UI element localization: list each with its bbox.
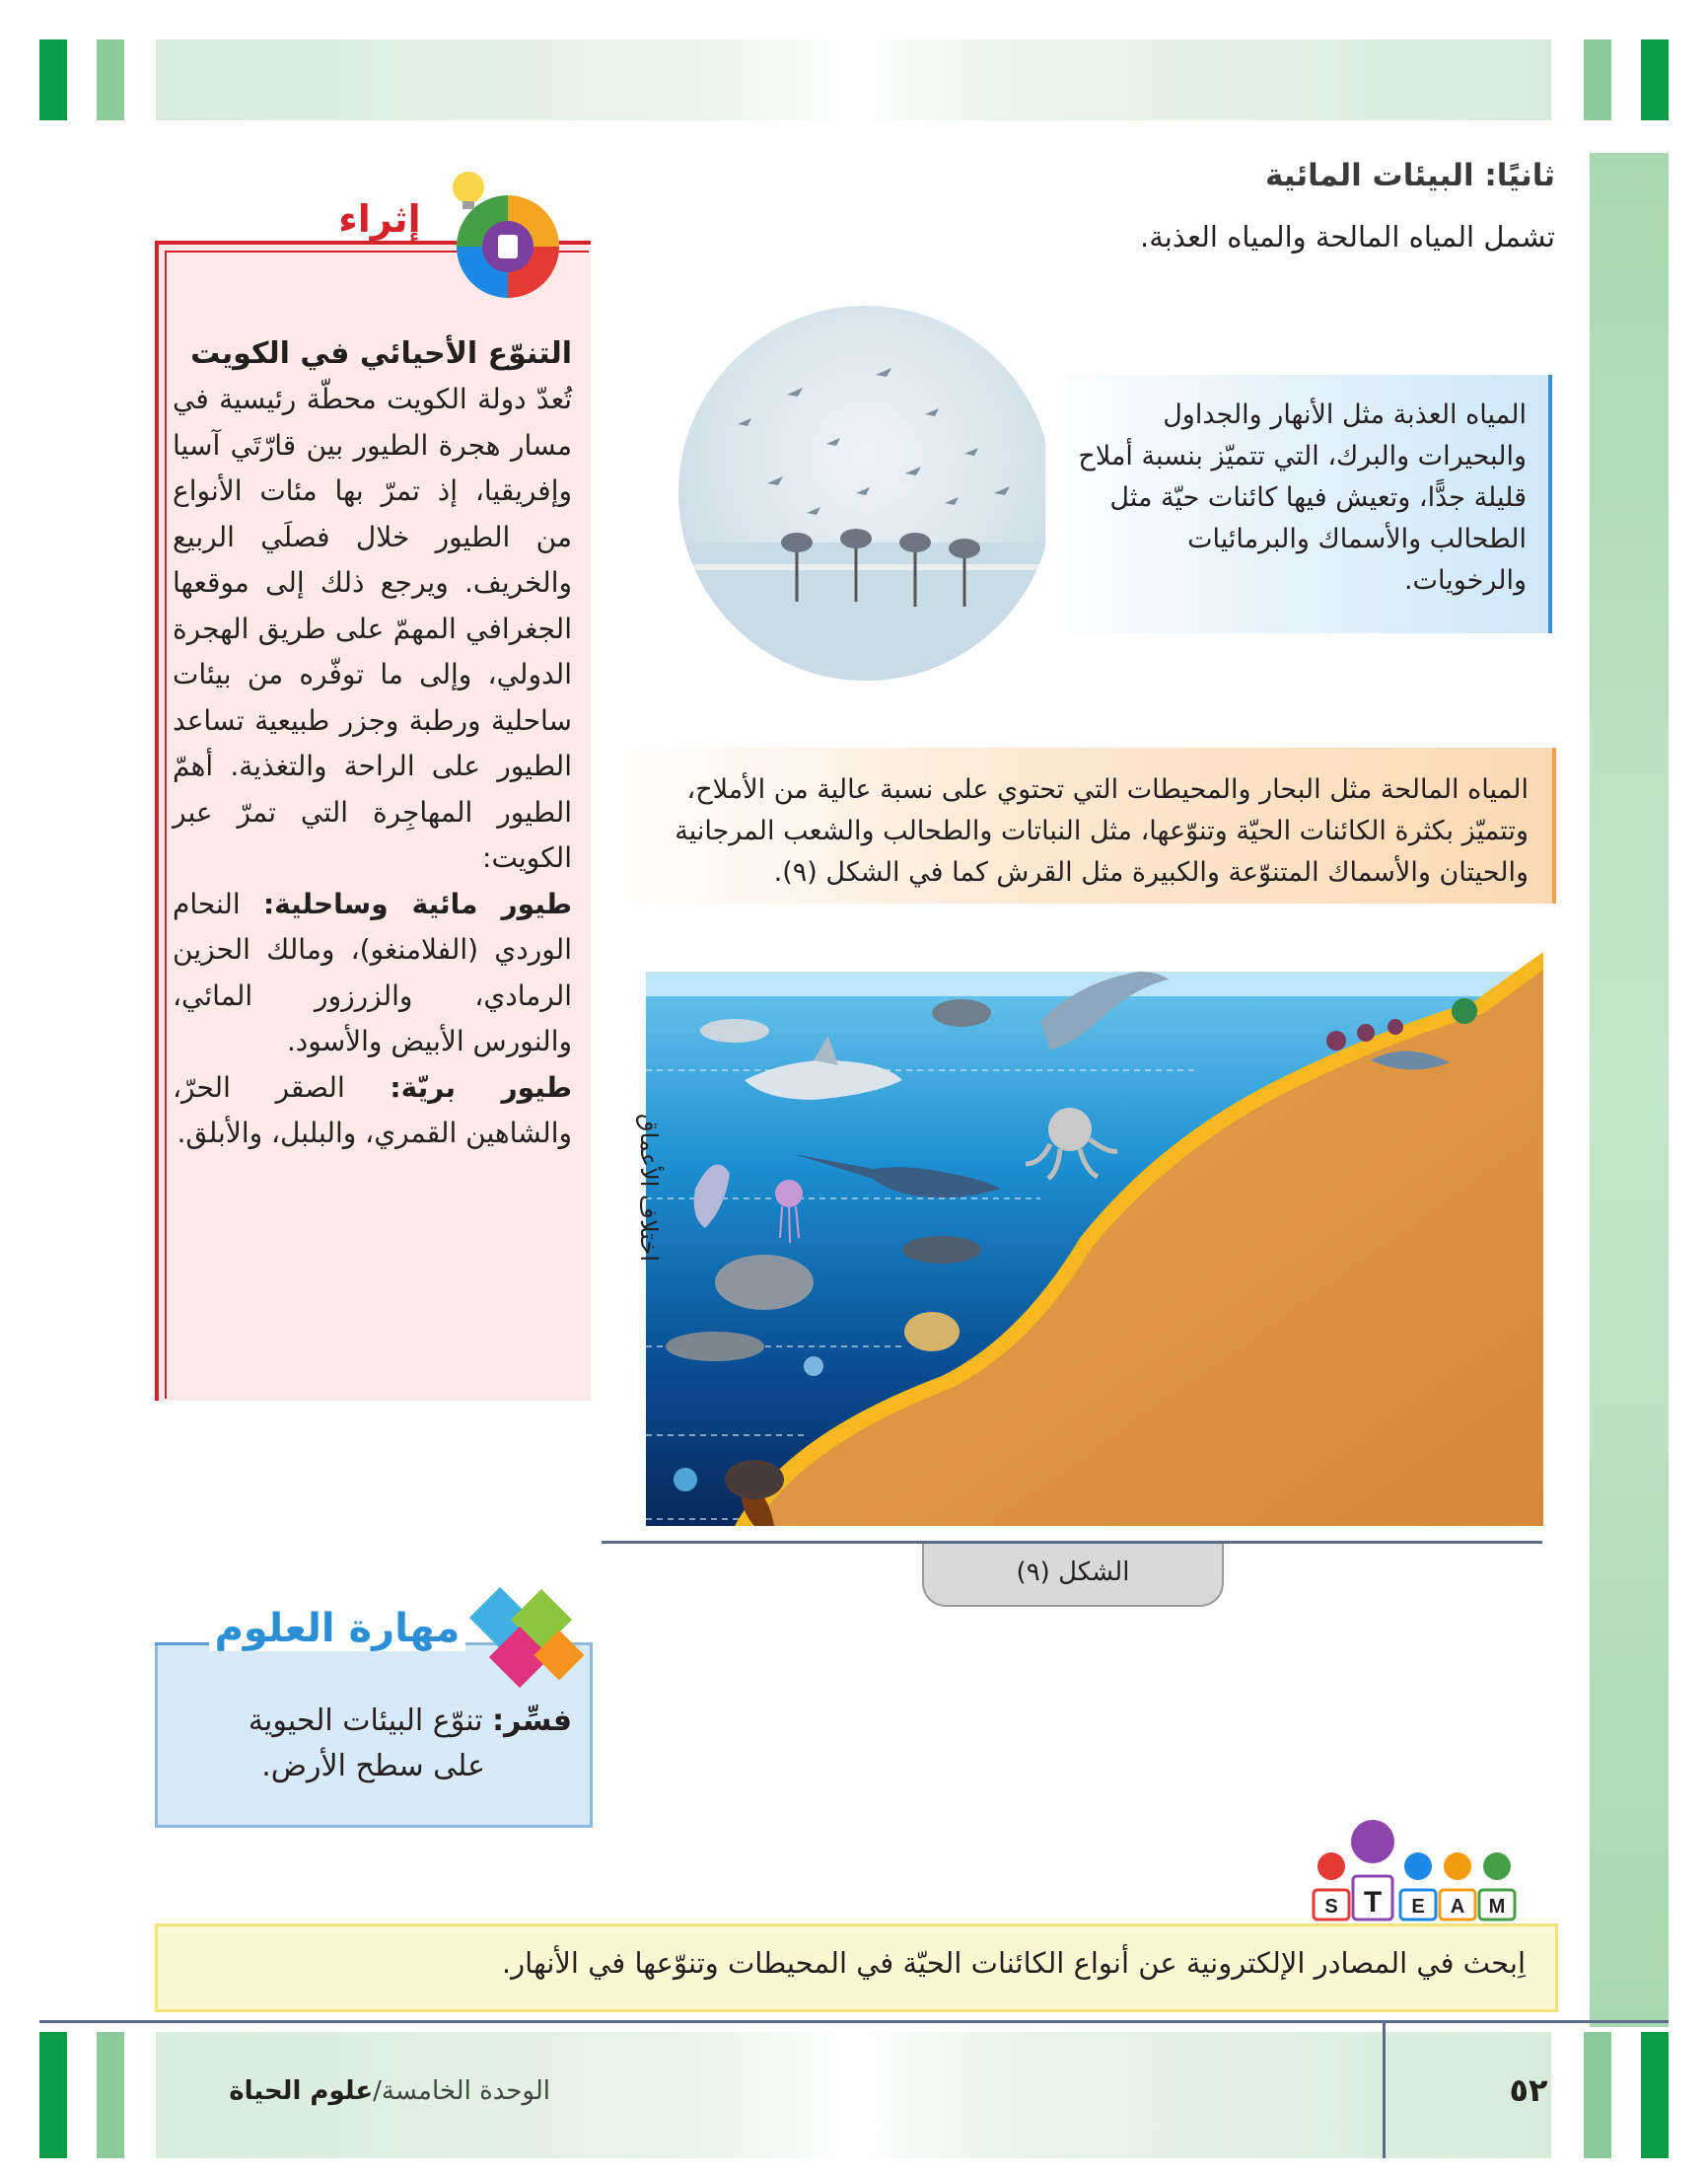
- salt-water-box: [604, 748, 1556, 904]
- enrichment-title: التنوّع الأحيائي في الكويت: [190, 336, 572, 371]
- enrichment-icon: [439, 158, 577, 306]
- water-birds-label: طيور مائية وساحلية:: [262, 887, 572, 920]
- puzzle-icon: [459, 1576, 597, 1695]
- footer-left-bar-light: [97, 2032, 124, 2158]
- science-skill-content: [178, 1699, 572, 1789]
- section-intro: تشمل المياه المالحة والمياه العذبة.: [1140, 220, 1555, 254]
- enrichment-water-birds: [173, 882, 572, 1065]
- skill-line-1-text: تنوّع البيئات الحيوية: [248, 1704, 483, 1738]
- ocean-depth-figure: [646, 942, 1543, 1526]
- steam-letter-s: S: [1324, 1896, 1338, 1918]
- land-birds-label: طيور بريّة:: [390, 1070, 572, 1104]
- depth-axis-label: اختلاف الأعماق: [635, 1113, 663, 1263]
- enrichment-heading: إثراء: [325, 197, 434, 241]
- footer-top-line: [39, 2020, 1669, 2023]
- steam-letter-e: E: [1411, 1896, 1425, 1918]
- footer-subject: علوم الحياة: [229, 2076, 374, 2106]
- steam-letter-t: T: [1363, 1886, 1383, 1919]
- steam-letter-m: M: [1488, 1896, 1506, 1918]
- footer-unit-label: [156, 2076, 550, 2106]
- skill-label: فسِّر:: [492, 1704, 572, 1738]
- header-banner: [156, 39, 1551, 120]
- section-title: ثانيًا: البيئات المائية: [1264, 158, 1555, 193]
- footer-divider: [1383, 2022, 1386, 2158]
- figure-caption-text: الشكل (٩): [1016, 1558, 1130, 1587]
- footer-right-bar-light: [1584, 2032, 1611, 2158]
- fresh-water-box: [1045, 375, 1552, 633]
- science-skill-heading: مهارة العلوم: [209, 1606, 465, 1651]
- header-left-bar-light: [97, 39, 124, 120]
- page-number: ٥٢: [1509, 2071, 1548, 2109]
- skill-line-1: [178, 1699, 572, 1744]
- enrichment-content: [173, 331, 572, 1157]
- footer-right-bar-dark: [1641, 2032, 1669, 2158]
- steam-badge: [1312, 1807, 1519, 1923]
- water-birds-text: النحام الوردي (الفلامنغو)، ومالك الحزين الرمادي، والزرزور المائي، والنورس الأبيض والأسود.: [173, 887, 572, 1057]
- steam-text: اِبحث في المصادر الإلكترونية عن أنواع الكائنات الحيّة في المحيطات وتنوّعها في الأنهار.: [501, 1946, 1526, 1980]
- fresh-water-text: المياه العذبة مثل الأنهار والجداول والبحيرات والبرك، التي تتميّز بنسبة أملاح قليلة جدًّا، وتعيش فيها كائنات حيّة مثل الطحالب والأسماك والبرمائيات والرخويات.: [1078, 399, 1527, 596]
- header-right-bar-light: [1584, 39, 1611, 120]
- header-left-bar-dark: [39, 39, 67, 120]
- side-strip: [1590, 153, 1669, 2027]
- steam-letter-a: A: [1450, 1896, 1465, 1918]
- footer-left-bar-dark: [39, 2032, 67, 2158]
- header-right-bar-dark: [1641, 39, 1669, 120]
- figure-caption: [922, 1544, 1224, 1607]
- enrichment-land-birds: [173, 1065, 572, 1157]
- birds-photo: [678, 306, 1053, 681]
- enrichment-paragraph: تُعدّ دولة الكويت محطّة رئيسية في مسار هجرة الطيور بين قارّتَي آسيا وإفريقيا، إذ تمرّ بها مئات الأنواع من الطيور خلال فصلَي الربيع والخريف. ويرجع ذلك إلى موقعها الجغرافي المهمّ على طريق الهجرة الدولي، وإلى ما توفّره من بيئات ساحلية ورطبة وجزر طبيعية تساعد الطيور على الراحة والتغذية. أهمّ الطيور المهاجِرة التي تمرّ عبر الكويت:: [173, 383, 572, 874]
- steam-box: [155, 1923, 1558, 2012]
- footer-unit: الوحدة الخامسة/: [373, 2076, 550, 2106]
- salt-water-text: المياه المالحة مثل البحار والمحيطات التي تحتوي على نسبة عالية من الأملاح، وتتميّز بكثرة الكائنات الحيّة وتنوّعها، مثل النباتات والطحالب والشعب المرجانية والحيتان والأسماك المتنوّعة والكبيرة مثل القرش كما في الشكل (٩).: [675, 774, 1529, 888]
- skill-line-2: على سطح الأرض.: [261, 1749, 485, 1783]
- land-birds-text: الصقر الحرّ، والشاهين القمري، والبلبل، والأبلق.: [173, 1070, 572, 1149]
